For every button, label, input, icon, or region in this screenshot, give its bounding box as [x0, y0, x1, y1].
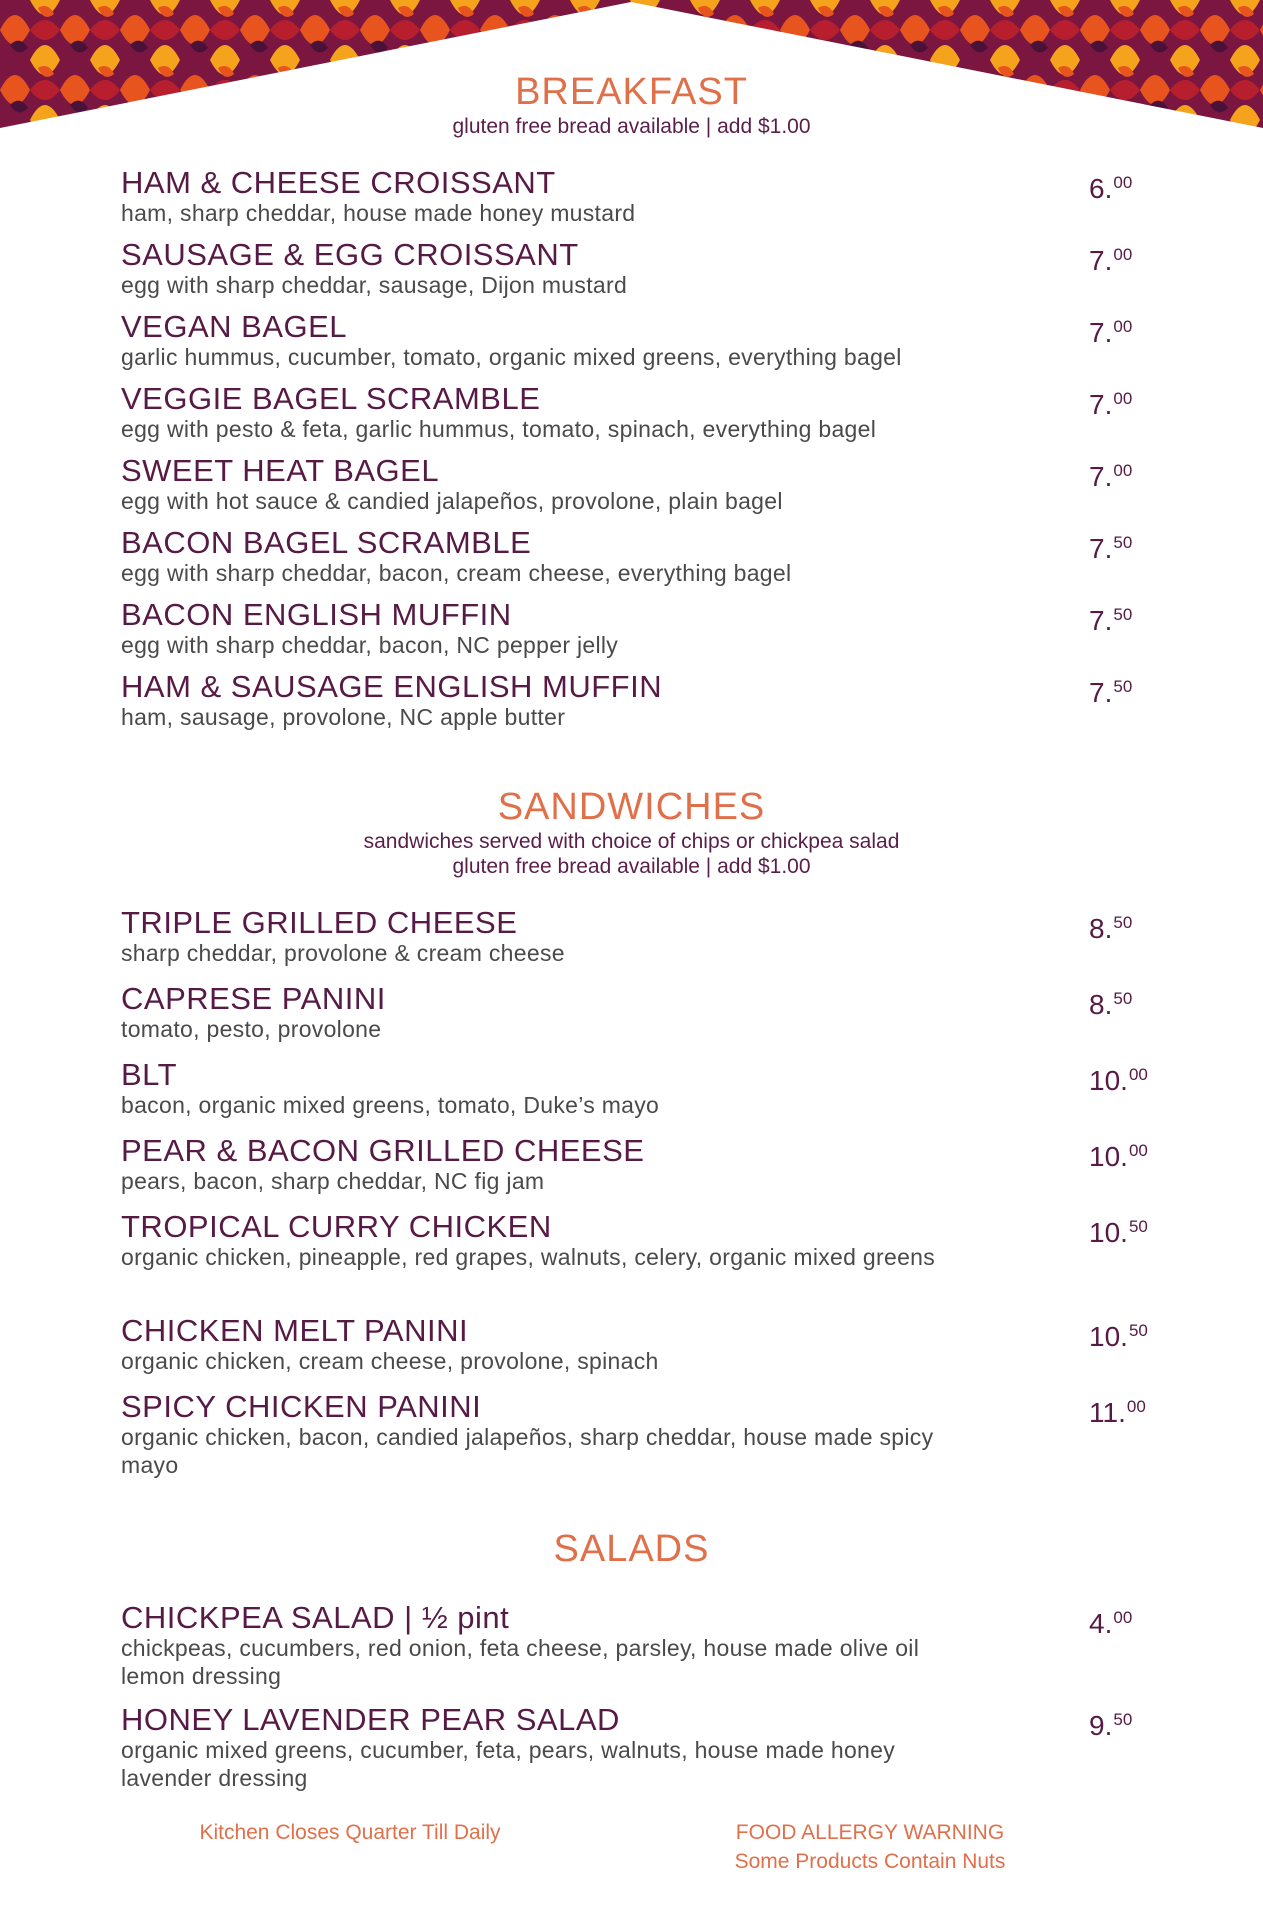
- price-cents: 00: [1113, 460, 1133, 480]
- price-cents: 00: [1113, 172, 1133, 192]
- menu-item: [121, 164, 1161, 239]
- item-price: [1089, 599, 1132, 637]
- price-cents: 50: [1113, 532, 1133, 552]
- price-whole: 10.: [1089, 1140, 1128, 1172]
- price-cents: 50: [1128, 1320, 1148, 1340]
- price-whole: 7.: [1089, 676, 1113, 708]
- menu-item: [121, 668, 1161, 743]
- item-name: CHICKEN MELT PANINI: [121, 1312, 469, 1348]
- price-whole: 7.: [1089, 604, 1113, 636]
- item-description: egg with pesto & feta, garlic hummus, tomato, spinach, everything bagel: [121, 415, 877, 442]
- price-whole: 11.: [1089, 1396, 1126, 1428]
- item-description: organic chicken, pineapple, red grapes, walnuts, celery, organic mixed greens: [121, 1243, 936, 1270]
- item-name: TROPICAL CURRY CHICKEN: [121, 1208, 552, 1244]
- item-description: egg with sharp cheddar, bacon, cream cheese, everything bagel: [121, 559, 792, 586]
- price-whole: 7.: [1089, 388, 1113, 420]
- item-name: SPICY CHICKEN PANINI: [121, 1388, 482, 1424]
- item-price: [1089, 1211, 1148, 1249]
- item-description: pears, bacon, sharp cheddar, NC fig jam: [121, 1167, 545, 1194]
- item-name: VEGAN BAGEL: [121, 308, 348, 344]
- item-name: BACON ENGLISH MUFFIN: [121, 596, 512, 632]
- menu-item: [121, 1602, 1161, 1704]
- sandwiches-title: SANDWICHES: [497, 785, 766, 828]
- item-price: [1089, 167, 1132, 205]
- item-description: ham, sausage, provolone, NC apple butter: [121, 703, 566, 730]
- menu-item: [121, 380, 1161, 455]
- item-name: HAM & CHEESE CROISSANT: [121, 164, 556, 200]
- allergy-warning: [680, 1818, 1060, 1876]
- price-cents: 00: [1113, 388, 1133, 408]
- menu-item: [121, 980, 1161, 1059]
- price-whole: 10.: [1089, 1064, 1128, 1096]
- sandwiches-section: [0, 787, 1263, 1495]
- menu-item: [121, 524, 1161, 599]
- price-whole: 7.: [1089, 460, 1113, 492]
- price-cents: 50: [1113, 988, 1133, 1008]
- item-price: [1089, 1391, 1146, 1429]
- menu-item: [121, 1056, 1161, 1135]
- item-name: CAPRESE PANINI: [121, 980, 386, 1016]
- item-price: [1089, 1602, 1132, 1640]
- item-description: tomato, pesto, provolone: [121, 1015, 382, 1042]
- item-description: organic chicken, cream cheese, provolone, spinach: [121, 1347, 659, 1374]
- item-name: HAM & SAUSAGE ENGLISH MUFFIN: [121, 668, 663, 704]
- item-name: CHICKPEA SALAD | ½ pint: [121, 1600, 510, 1636]
- allergy-warning-title: FOOD ALLERGY WARNING: [735, 1821, 1005, 1844]
- salads-section: [0, 1529, 1263, 1807]
- item-description: egg with sharp cheddar, bacon, NC pepper jelly: [121, 631, 619, 658]
- menu-item: [121, 1388, 1161, 1495]
- sandwiches-items: [121, 904, 1161, 1495]
- salads-items: [121, 1602, 1161, 1806]
- price-whole: 8.: [1089, 988, 1113, 1020]
- price-whole: 4.: [1089, 1608, 1113, 1640]
- price-whole: 10.: [1089, 1216, 1128, 1248]
- price-whole: 6.: [1089, 172, 1113, 204]
- price-cents: 00: [1113, 244, 1133, 264]
- price-cents: 00: [1128, 1140, 1148, 1160]
- kitchen-hours-text: Kitchen Closes Quarter Till Daily: [199, 1821, 501, 1844]
- price-whole: 7.: [1089, 244, 1113, 276]
- item-price: [1089, 455, 1132, 493]
- item-name: TRIPLE GRILLED CHEESE: [121, 904, 518, 940]
- price-cents: 00: [1126, 1396, 1146, 1416]
- price-whole: 8.: [1089, 912, 1113, 944]
- item-price: [1089, 383, 1132, 421]
- item-name: HONEY LAVENDER PEAR SALAD: [121, 1702, 620, 1738]
- item-price: [1089, 671, 1132, 709]
- menu-item: [121, 452, 1161, 527]
- sandwiches-note-gluten-free: gluten free bread available | add $1.00: [452, 854, 811, 878]
- item-description: chickpeas, cucumbers, red onion, feta cheese, parsley, house made olive oil lemon dressing: [121, 1635, 920, 1690]
- menu-item: [121, 1312, 1161, 1391]
- price-cents: 00: [1113, 316, 1133, 336]
- menu-item: [121, 904, 1161, 983]
- price-cents: 50: [1113, 1710, 1133, 1730]
- item-description: egg with hot sauce & candied jalapeños, provolone, plain bagel: [121, 487, 783, 514]
- price-cents: 50: [1128, 1216, 1148, 1236]
- menu-item: [121, 236, 1161, 311]
- item-price: [1089, 527, 1132, 565]
- breakfast-note: gluten free bread available | add $1.00: [452, 114, 811, 138]
- item-name: SWEET HEAT BAGEL: [121, 452, 440, 488]
- salads-title: SALADS: [553, 1527, 710, 1570]
- item-description: sharp cheddar, provolone & cream cheese: [121, 939, 565, 966]
- kitchen-hours-note: [160, 1818, 540, 1847]
- price-cents: 50: [1113, 604, 1133, 624]
- allergy-warning-text: Some Products Contain Nuts: [734, 1850, 1006, 1873]
- breakfast-items: [121, 164, 1161, 743]
- price-cents: 00: [1113, 1608, 1133, 1628]
- menu-item: [121, 596, 1161, 671]
- item-price: [1089, 983, 1132, 1021]
- item-price: [1089, 239, 1132, 277]
- price-whole: 7.: [1089, 316, 1113, 348]
- menu-item: [121, 308, 1161, 383]
- item-name: BACON BAGEL SCRAMBLE: [121, 524, 532, 560]
- price-whole: 9.: [1089, 1710, 1113, 1742]
- menu-item: [121, 1132, 1161, 1211]
- price-whole: 10.: [1089, 1320, 1128, 1352]
- breakfast-title: BREAKFAST: [515, 71, 748, 113]
- item-description: organic mixed greens, cucumber, feta, pears, walnuts, house made honey lavender dressing: [121, 1737, 896, 1792]
- item-name: PEAR & BACON GRILLED CHEESE: [121, 1132, 645, 1168]
- item-description: ham, sharp cheddar, house made honey mustard: [121, 199, 636, 226]
- item-price: [1089, 1135, 1148, 1173]
- item-price: [1089, 1704, 1132, 1742]
- item-price: [1089, 311, 1132, 349]
- item-price: [1089, 907, 1132, 945]
- menu-item: [121, 1704, 1161, 1806]
- breakfast-section: [0, 0, 1263, 743]
- price-cents: 50: [1113, 912, 1133, 932]
- item-price: [1089, 1059, 1148, 1097]
- price-cents: 00: [1128, 1064, 1148, 1084]
- sandwiches-note-sides: sandwiches served with choice of chips or chickpea salad: [363, 829, 900, 853]
- item-name: VEGGIE BAGEL SCRAMBLE: [121, 380, 541, 416]
- item-name: SAUSAGE & EGG CROISSANT: [121, 236, 579, 272]
- item-price: [1089, 1315, 1148, 1353]
- item-description: bacon, organic mixed greens, tomato, Duke’s mayo: [121, 1091, 660, 1118]
- item-description: egg with sharp cheddar, sausage, Dijon mustard: [121, 271, 628, 298]
- item-description: garlic hummus, cucumber, tomato, organic mixed greens, everything bagel: [121, 343, 902, 370]
- item-description: organic chicken, bacon, candied jalapeños, sharp cheddar, house made spicy mayo: [121, 1423, 934, 1478]
- price-cents: 50: [1113, 676, 1133, 696]
- price-whole: 7.: [1089, 532, 1113, 564]
- item-name: BLT: [121, 1056, 178, 1092]
- menu-item: [121, 1208, 1161, 1315]
